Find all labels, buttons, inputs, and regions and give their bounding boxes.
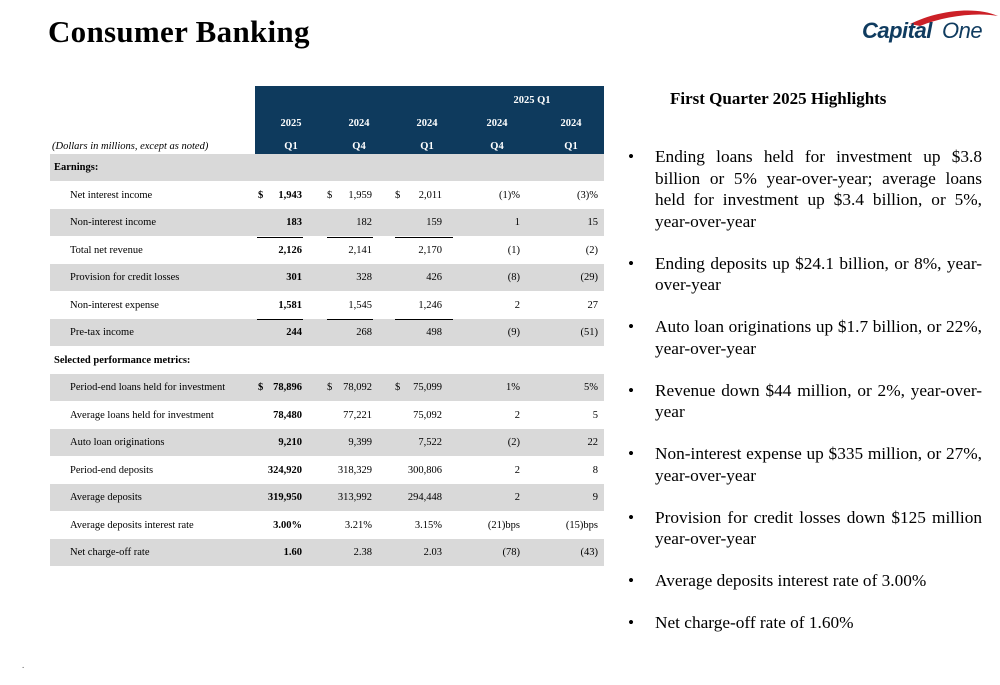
highlight-text: Average deposits interest rate of 3.00% — [655, 571, 927, 590]
cell-c3: 3.15% — [414, 519, 442, 531]
cell-c3: 426 — [426, 272, 442, 283]
row-label: Average deposits interest rate — [70, 519, 194, 531]
cell-c2: 318,329 — [337, 464, 372, 476]
cell-c4: (1) — [507, 244, 520, 256]
cell-c2: 77,221 — [343, 409, 372, 421]
cell-c4: 2 — [514, 409, 520, 421]
table-row — [50, 457, 604, 484]
cell-c5: 8 — [592, 464, 598, 476]
subtotal-underline — [327, 237, 373, 238]
cell-c5: 5% — [584, 382, 598, 393]
cell-c1: 1,581 — [278, 299, 302, 311]
currency-symbol: $ — [258, 382, 264, 393]
col-quarter-5: Q1 — [564, 141, 578, 152]
cell-c4: (78) — [502, 547, 520, 558]
cell-c2: 2.38 — [353, 547, 372, 558]
highlight-item — [628, 253, 982, 296]
highlight-item — [628, 507, 982, 550]
cell-c4: (8) — [507, 272, 520, 283]
cell-c2: 9,399 — [348, 437, 372, 448]
footer-mark: . — [22, 660, 25, 670]
highlight-text: Non-interest expense up $335 million, or 27%, year-over-year — [655, 444, 982, 485]
table-row — [50, 319, 604, 346]
bullet-icon: • — [628, 317, 635, 336]
highlights-list — [628, 146, 982, 654]
cell-c1: 3.00% — [273, 519, 302, 531]
highlight-item — [628, 612, 982, 634]
table-row — [50, 539, 604, 566]
cell-c4: 2 — [514, 492, 520, 503]
row-label: Period-end deposits — [70, 464, 154, 476]
cell-c5: (2) — [585, 244, 598, 256]
row-label: Average deposits — [70, 492, 142, 503]
group-header: 2025 Q1 — [513, 95, 551, 106]
cell-c5: (43) — [580, 547, 598, 558]
cell-c3: 1,246 — [418, 299, 442, 311]
cell-c5: 27 — [587, 299, 598, 311]
row-label: Period-end loans held for investment — [70, 382, 226, 393]
cell-c4: 2 — [514, 464, 520, 476]
page-title: Consumer Banking — [48, 14, 310, 49]
cell-c2: 328 — [356, 272, 372, 283]
cell-c3: 2,011 — [418, 189, 442, 201]
subtotal-underline — [327, 319, 373, 320]
cell-c5: (15)bps — [565, 519, 598, 531]
highlights-title: First Quarter 2025 Highlights — [670, 89, 887, 108]
table-row — [50, 484, 604, 511]
cell-c3: 75,092 — [413, 409, 442, 421]
cell-c2: 1,545 — [348, 299, 372, 311]
cell-c4: 2 — [514, 299, 520, 311]
row-label: Non-interest income — [70, 217, 157, 228]
bullet-icon: • — [628, 380, 635, 400]
cell-c3: 7,522 — [418, 437, 442, 448]
bullet-icon: • — [628, 444, 635, 463]
col-quarter-2: Q4 — [352, 141, 366, 152]
cell-c1: 301 — [286, 272, 302, 283]
cell-c5: (29) — [580, 272, 598, 283]
cell-c2: 313,992 — [337, 492, 372, 503]
subtotal-underline — [395, 319, 453, 320]
cell-c2: 268 — [356, 327, 372, 338]
currency-symbol: $ — [395, 382, 401, 393]
subtotal-underline — [257, 237, 303, 238]
cell-c4: (1)% — [499, 189, 520, 201]
currency-symbol: $ — [395, 189, 401, 201]
cell-c3: 159 — [426, 217, 442, 228]
cell-c3: 498 — [426, 327, 442, 338]
subtotal-underline — [257, 319, 303, 320]
currency-symbol: $ — [327, 382, 333, 393]
cell-c2: 182 — [356, 217, 372, 228]
cell-c4: (9) — [507, 327, 520, 338]
capital-one-logo — [858, 8, 1000, 48]
section-row-earnings — [50, 154, 604, 181]
col-year-5: 2024 — [560, 118, 582, 129]
highlight-item — [628, 146, 982, 232]
highlight-text: Provision for credit losses down $125 million year-over-year — [655, 507, 982, 548]
cell-c1: 1.60 — [283, 547, 302, 558]
row-label: Auto loan originations — [70, 437, 165, 448]
section-label: Selected performance metrics: — [54, 354, 191, 366]
cell-c1: 78,480 — [273, 409, 302, 421]
cell-c1: 9,210 — [278, 437, 302, 448]
bullet-icon: • — [628, 253, 635, 273]
cell-c3: 300,806 — [407, 464, 442, 476]
row-label: Pre-tax income — [70, 327, 134, 338]
table-row — [50, 237, 604, 264]
highlight-text: Net charge-off rate of 1.60% — [655, 613, 854, 632]
section-row-metrics — [50, 347, 604, 374]
highlight-text: Revenue down $44 million, or 2%, year-over-year — [655, 380, 982, 421]
cell-c4: (2) — [507, 437, 520, 448]
table-row — [50, 292, 604, 319]
row-label: Provision for credit losses — [70, 272, 180, 283]
col-year-2: 2024 — [348, 118, 370, 129]
highlight-item — [628, 443, 982, 486]
table-row — [50, 429, 604, 456]
cell-c4: 1% — [506, 382, 520, 393]
highlight-text: Auto loan originations up $1.7 billion, or 22%, year-over-year — [655, 317, 982, 358]
subtotal-underline — [395, 237, 453, 238]
currency-symbol: $ — [258, 189, 264, 201]
cell-c3: 2,170 — [418, 244, 442, 256]
table-header-band — [255, 86, 604, 154]
col-quarter-1: Q1 — [284, 141, 298, 152]
section-label: Earnings: — [54, 162, 99, 173]
highlight-item — [628, 316, 982, 359]
cell-c1: 2,126 — [278, 244, 302, 256]
cell-c3: 75,099 — [413, 382, 442, 393]
cell-c2: 1,959 — [348, 189, 372, 201]
cell-c5: (3)% — [577, 189, 598, 201]
table-row — [50, 512, 604, 539]
col-year-4: 2024 — [486, 118, 508, 129]
cell-c1: 244 — [286, 327, 302, 338]
cell-c5: (51) — [580, 327, 598, 338]
highlight-item — [628, 570, 982, 592]
cell-c1: 319,950 — [267, 492, 302, 503]
col-year-3: 2024 — [416, 118, 438, 129]
cell-c2: 3.21% — [344, 519, 372, 531]
row-label: Net charge-off rate — [70, 547, 150, 558]
unit-note: (Dollars in millions, except as noted) — [52, 141, 209, 152]
bullet-icon: • — [628, 571, 635, 590]
row-label: Total net revenue — [70, 244, 143, 256]
highlight-item — [628, 380, 982, 423]
cell-c1: 324,920 — [267, 464, 302, 476]
col-quarter-3: Q1 — [420, 141, 434, 152]
row-label: Net interest income — [70, 189, 153, 201]
col-quarter-4: Q4 — [490, 141, 504, 152]
logo-text-capital: Capital — [862, 18, 932, 43]
cell-c5: 15 — [587, 217, 598, 228]
row-label: Average loans held for investment — [70, 409, 214, 421]
cell-c1: 1,943 — [278, 189, 302, 201]
highlight-text: Ending loans held for investment up $3.8 billion or 5% year-over-year; average loans held for investment up $3.4 billion, or 5%, year-over-year — [655, 147, 982, 231]
row-label: Non-interest expense — [70, 299, 159, 311]
cell-c1: 78,896 — [273, 382, 302, 393]
table-row — [50, 264, 604, 291]
table-row — [50, 182, 604, 209]
col-year-1: 2025 — [280, 118, 302, 129]
cell-c3: 2.03 — [423, 547, 442, 558]
cell-c5: 9 — [592, 492, 598, 503]
table-row — [50, 209, 604, 236]
bullet-icon: • — [628, 613, 635, 632]
cell-c2: 78,092 — [343, 382, 372, 393]
bullet-icon: • — [628, 507, 635, 527]
bullet-icon: • — [628, 147, 635, 166]
cell-c4: 1 — [514, 217, 520, 228]
cell-c5: 22 — [587, 437, 598, 448]
cell-c1: 183 — [286, 217, 302, 228]
currency-symbol: $ — [327, 189, 333, 201]
table-row — [50, 402, 604, 429]
table-row — [50, 374, 604, 401]
logo-text-one: One — [942, 18, 983, 43]
cell-c4: (21)bps — [487, 519, 520, 531]
cell-c3: 294,448 — [407, 492, 442, 503]
cell-c2: 2,141 — [348, 244, 372, 256]
cell-c5: 5 — [592, 409, 598, 421]
highlight-text: Ending deposits up $24.1 billion, or 8%, year-over-year — [655, 253, 982, 294]
